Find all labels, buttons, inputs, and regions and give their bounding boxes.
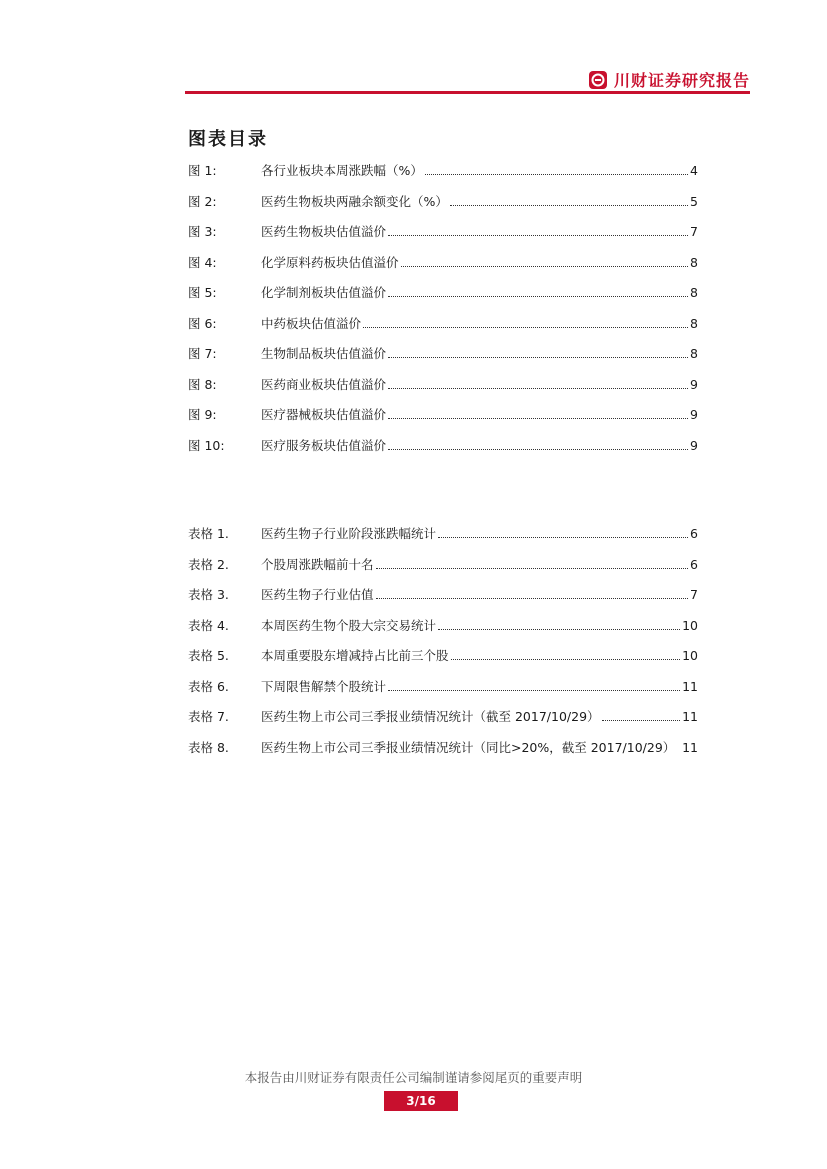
dot-leader bbox=[388, 296, 688, 297]
table-label: 表格 8. bbox=[188, 739, 229, 755]
table-label: 表格 7. bbox=[188, 709, 229, 724]
table-title: 下周限售解禁个股统计 bbox=[261, 678, 387, 694]
chuancai-logo-icon bbox=[588, 70, 608, 90]
table-page-number: 11 bbox=[682, 709, 698, 724]
table-entry[interactable] bbox=[188, 708, 698, 726]
dot-leader bbox=[376, 598, 689, 599]
page-title: 图表目录 bbox=[188, 129, 268, 150]
table-entry[interactable] bbox=[188, 739, 698, 757]
table-title: 本周医药生物个股大宗交易统计 bbox=[261, 617, 437, 633]
figure-title: 各行业板块本周涨跌幅（%） bbox=[261, 163, 423, 178]
table-title: 个股周涨跌幅前十名 bbox=[261, 556, 374, 572]
dot-leader bbox=[376, 568, 689, 569]
table-entry[interactable] bbox=[188, 586, 698, 604]
table-page-number: 11 bbox=[682, 678, 698, 694]
table-entry[interactable] bbox=[188, 556, 698, 574]
figure-label: 图 10: bbox=[188, 437, 225, 453]
dot-leader bbox=[388, 418, 688, 419]
page-header bbox=[185, 64, 750, 96]
table-label: 表格 1. bbox=[188, 526, 229, 541]
figure-entry[interactable] bbox=[188, 376, 698, 394]
figure-title: 医药生物板块两融余额变化（%） bbox=[261, 193, 448, 209]
figure-entry[interactable] bbox=[188, 406, 698, 424]
figure-title: 医疗服务板块估值溢价 bbox=[261, 437, 387, 453]
figure-title: 医药生物板块估值溢价 bbox=[261, 224, 387, 239]
figure-page-number: 8 bbox=[690, 315, 698, 331]
figure-title: 医疗器械板块估值溢价 bbox=[261, 407, 387, 422]
dot-leader bbox=[602, 720, 681, 721]
figure-title: 化学原料药板块估值溢价 bbox=[261, 254, 399, 270]
figure-label: 图 6: bbox=[188, 315, 217, 331]
page-number: 3/16 bbox=[384, 1091, 458, 1111]
figure-label: 图 3: bbox=[188, 224, 217, 239]
table-title: 医药生物子行业阶段涨跌幅统计 bbox=[261, 526, 437, 541]
table-label: 表格 2. bbox=[188, 556, 229, 572]
figure-label: 图 7: bbox=[188, 346, 217, 361]
table-title: 医药生物上市公司三季报业绩情况统计（截至 2017/10/29） bbox=[261, 709, 600, 724]
figure-page-number: 7 bbox=[690, 224, 698, 239]
figure-page-number: 9 bbox=[690, 376, 698, 392]
dot-leader bbox=[388, 690, 680, 691]
table-label: 表格 3. bbox=[188, 587, 229, 602]
dot-leader bbox=[363, 327, 688, 328]
table-label: 表格 4. bbox=[188, 617, 229, 633]
table-label: 表格 5. bbox=[188, 648, 229, 663]
figure-page-number: 9 bbox=[690, 407, 698, 422]
figure-page-number: 5 bbox=[690, 193, 698, 209]
table-entry[interactable] bbox=[188, 525, 698, 543]
figure-entry[interactable] bbox=[188, 315, 698, 333]
brand-name: 川财证券研究报告 bbox=[613, 71, 750, 90]
header-rule bbox=[185, 91, 750, 94]
dot-leader bbox=[438, 537, 688, 538]
figure-page-number: 8 bbox=[690, 285, 698, 300]
figure-entry[interactable] bbox=[188, 162, 698, 180]
table-page-number: 6 bbox=[690, 526, 698, 541]
figure-entry[interactable] bbox=[188, 254, 698, 272]
figure-page-number: 8 bbox=[690, 346, 698, 361]
dot-leader bbox=[388, 235, 688, 236]
figure-label: 图 2: bbox=[188, 193, 217, 209]
table-entry[interactable] bbox=[188, 617, 698, 635]
table-title: 医药生物上市公司三季报业绩情况统计（同比>20%，截至 2017/10/29） bbox=[261, 739, 676, 755]
figure-label: 图 8: bbox=[188, 376, 217, 392]
dot-leader bbox=[438, 629, 680, 630]
disclaimer-note: 本报告由川财证券有限责任公司编制谨请参阅尾页的重要声明 bbox=[244, 1070, 583, 1085]
table-page-number: 7 bbox=[690, 587, 698, 602]
figure-entry[interactable] bbox=[188, 437, 698, 455]
table-page-number: 11 bbox=[682, 739, 698, 755]
figure-title: 医药商业板块估值溢价 bbox=[261, 376, 387, 392]
figure-page-number: 4 bbox=[690, 163, 698, 178]
brand bbox=[588, 68, 750, 91]
table-label: 表格 6. bbox=[188, 678, 229, 694]
figure-label: 图 9: bbox=[188, 407, 217, 422]
dot-leader bbox=[450, 205, 688, 206]
figure-page-number: 9 bbox=[690, 437, 698, 453]
dot-leader bbox=[388, 357, 688, 358]
table-title: 医药生物子行业估值 bbox=[261, 587, 374, 602]
dot-leader bbox=[425, 174, 688, 175]
table-page-number: 6 bbox=[690, 556, 698, 572]
figure-label: 图 5: bbox=[188, 285, 217, 300]
figure-entry[interactable] bbox=[188, 345, 698, 363]
dot-leader bbox=[388, 388, 688, 389]
table-title: 本周重要股东增减持占比前三个股 bbox=[261, 648, 449, 663]
dot-leader bbox=[401, 266, 689, 267]
table-page-number: 10 bbox=[682, 648, 698, 663]
dot-leader bbox=[388, 449, 688, 450]
figure-entry[interactable] bbox=[188, 193, 698, 211]
dot-leader bbox=[451, 659, 681, 660]
figure-label: 图 1: bbox=[188, 163, 217, 178]
table-page-number: 10 bbox=[682, 617, 698, 633]
figure-page-number: 8 bbox=[690, 254, 698, 270]
table-entry[interactable] bbox=[188, 647, 698, 665]
figure-entry[interactable] bbox=[188, 284, 698, 302]
figure-title: 化学制剂板块估值溢价 bbox=[261, 285, 387, 300]
table-entry[interactable] bbox=[188, 678, 698, 696]
figure-entry[interactable] bbox=[188, 223, 698, 241]
figure-label: 图 4: bbox=[188, 254, 217, 270]
figure-title: 生物制品板块估值溢价 bbox=[261, 346, 387, 361]
figure-title: 中药板块估值溢价 bbox=[261, 315, 362, 331]
